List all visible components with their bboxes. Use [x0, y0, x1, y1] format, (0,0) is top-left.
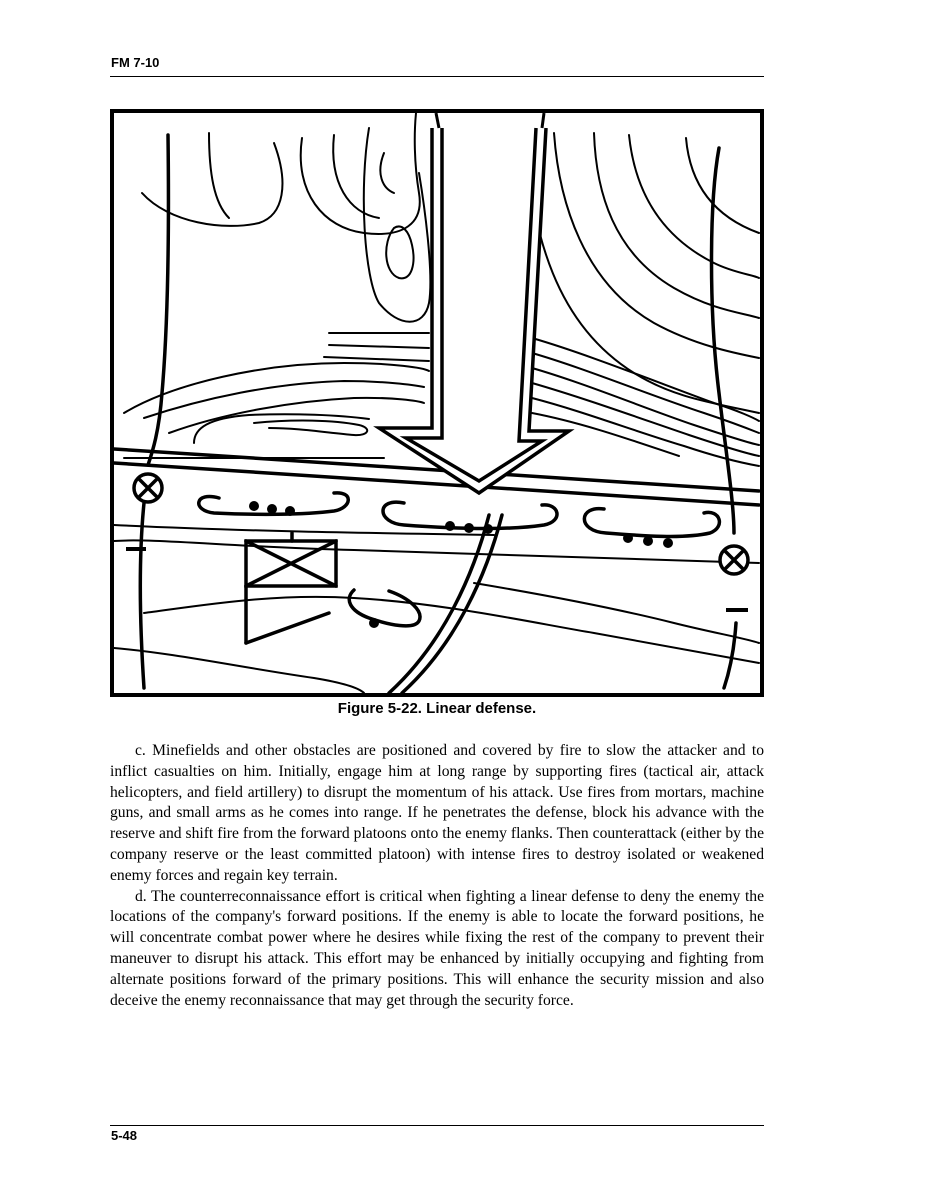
header-rule: [110, 76, 764, 77]
footer-rule: [110, 1125, 764, 1126]
running-header: FM 7-10: [111, 55, 160, 70]
boundary-markers: [126, 474, 748, 610]
paragraph-c: c. Minefields and other obstacles are positioned and covered by fire to slow the attacker and to inflict casualties on him. Initially, engage him at long range by supporting fires (tactical air, attack helicopters, and field artillery) to disrupt the momentum of his attack. Use fires from mortars, machine guns, and small arms as he comes into range. If he penetrates the defense, block his advance with the reserve and shift fire from the forward platoons onto the enemy flanks. Then counterattack (either by the company reserve or the least committed platoon) with intense fires to destroy isolated or weakened enemy forces and regain key terrain.: [110, 742, 764, 884]
reserve-unit-symbol: [246, 541, 336, 643]
body-text: [110, 741, 764, 1011]
page-number: 5-48: [111, 1128, 138, 1143]
enemy-attack-arrow: [379, 113, 569, 493]
caption-title: Linear defense.: [426, 700, 537, 717]
caption-number: Figure 5-22.: [337, 700, 422, 717]
paragraph-d: d. The counterreconnaissance effort is critical when fighting a linear defense to deny the enemy the locations of the company's forward positions. If the enemy is able to locate the forward positions, he will concentrate combat power where he desires while fixing the rest of the company to prevent their maneuver to disrupt his attack. This effort may be enhanced by initially occupying and fighting from alternate positions forward of the primary positions. This will enhance the security mission and also deceive the enemy reconnaissance that may get through the security force.: [110, 887, 764, 1009]
figure-caption: [110, 700, 764, 717]
figure-linear-defense: [110, 109, 764, 697]
